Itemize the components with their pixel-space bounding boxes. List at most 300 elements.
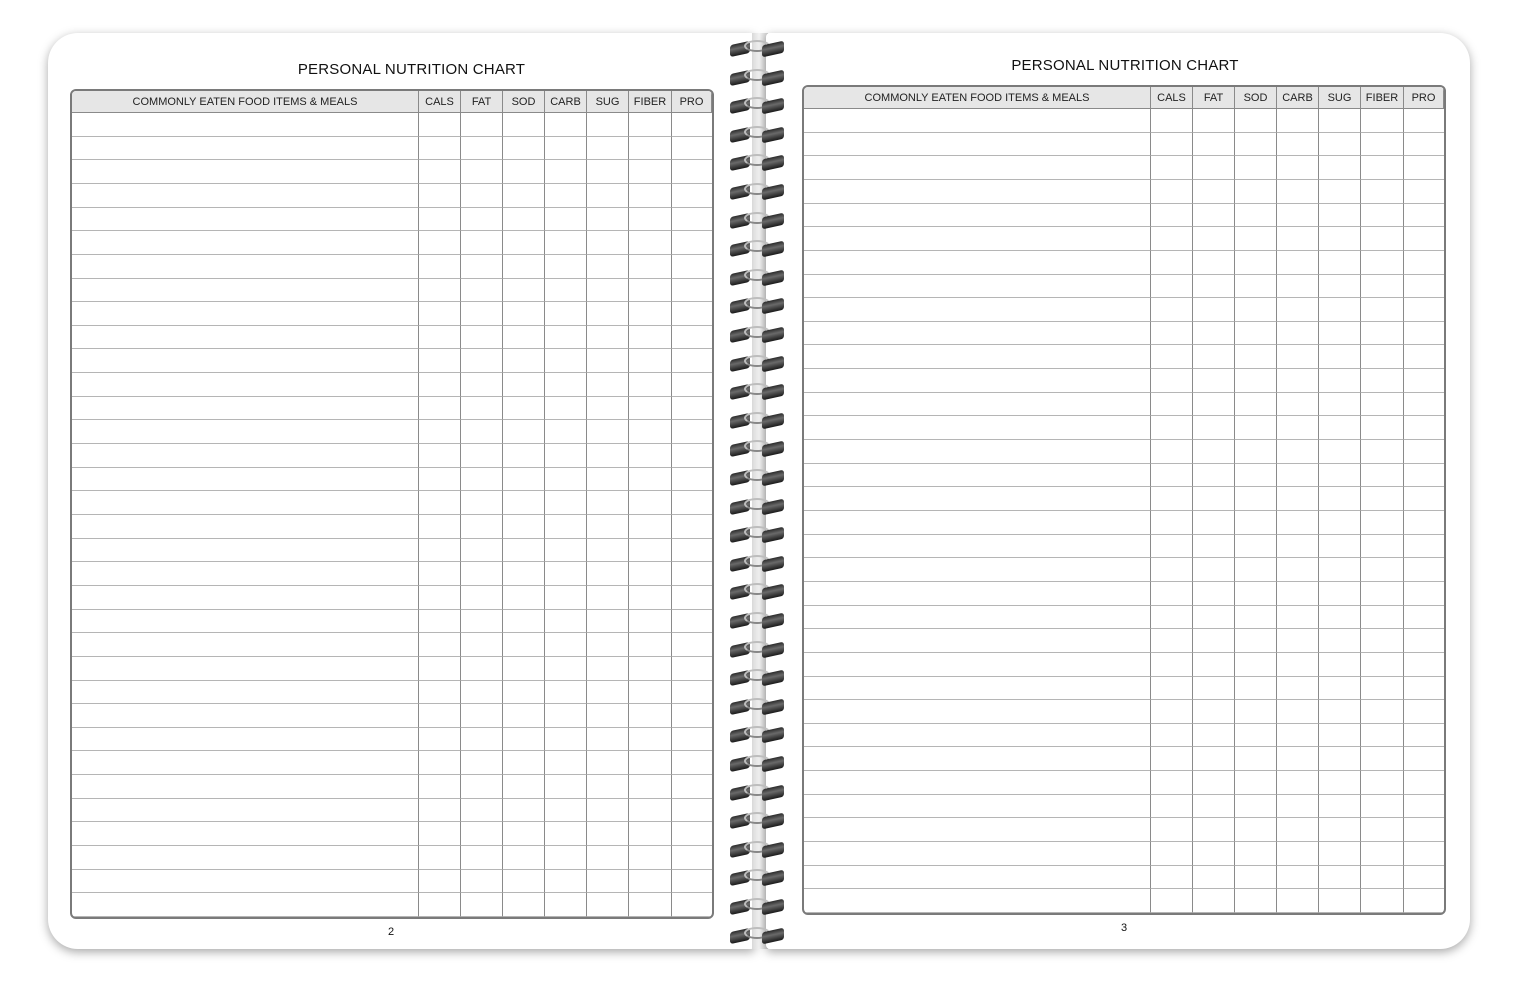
nutrient-entry-cell[interactable] [672, 444, 712, 468]
nutrient-entry-cell[interactable] [545, 775, 587, 799]
nutrient-entry-cell[interactable] [1235, 416, 1277, 440]
nutrient-entry-cell[interactable] [1193, 393, 1235, 417]
nutrient-entry-cell[interactable] [1277, 606, 1319, 630]
nutrient-entry-cell[interactable] [1193, 416, 1235, 440]
nutrient-entry-cell[interactable] [1319, 866, 1361, 890]
food-entry-cell[interactable] [804, 653, 1151, 677]
nutrient-entry-cell[interactable] [1277, 771, 1319, 795]
nutrient-entry-cell[interactable] [1193, 133, 1235, 157]
nutrient-entry-cell[interactable] [1319, 109, 1361, 133]
food-entry-cell[interactable] [804, 842, 1151, 866]
nutrient-entry-cell[interactable] [1235, 866, 1277, 890]
nutrient-entry-cell[interactable] [545, 799, 587, 823]
nutrient-entry-cell[interactable] [672, 562, 712, 586]
nutrient-entry-cell[interactable] [1319, 464, 1361, 488]
nutrient-entry-cell[interactable] [672, 586, 712, 610]
nutrient-entry-cell[interactable] [461, 515, 503, 539]
nutrient-entry-cell[interactable] [1319, 653, 1361, 677]
nutrient-entry-cell[interactable] [1319, 204, 1361, 228]
nutrient-entry-cell[interactable] [1361, 440, 1404, 464]
nutrient-entry-cell[interactable] [1404, 889, 1444, 913]
nutrient-entry-cell[interactable] [1193, 440, 1235, 464]
nutrient-entry-cell[interactable] [1235, 204, 1277, 228]
nutrient-entry-cell[interactable] [587, 302, 629, 326]
nutrient-entry-cell[interactable] [503, 255, 545, 279]
nutrient-entry-cell[interactable] [503, 349, 545, 373]
nutrient-entry-cell[interactable] [419, 775, 461, 799]
nutrient-entry-cell[interactable] [587, 657, 629, 681]
nutrient-entry-cell[interactable] [545, 491, 587, 515]
nutrient-entry-cell[interactable] [461, 539, 503, 563]
nutrient-entry-cell[interactable] [1361, 322, 1404, 346]
nutrient-entry-cell[interactable] [1193, 511, 1235, 535]
nutrient-entry-cell[interactable] [1319, 771, 1361, 795]
nutrient-entry-cell[interactable] [1404, 653, 1444, 677]
nutrient-entry-cell[interactable] [672, 822, 712, 846]
nutrient-entry-cell[interactable] [545, 728, 587, 752]
nutrient-entry-cell[interactable] [1404, 818, 1444, 842]
nutrient-entry-cell[interactable] [1193, 109, 1235, 133]
nutrient-entry-cell[interactable] [1235, 180, 1277, 204]
nutrient-entry-cell[interactable] [629, 681, 672, 705]
food-entry-cell[interactable] [72, 681, 419, 705]
nutrient-entry-cell[interactable] [629, 231, 672, 255]
nutrient-entry-cell[interactable] [1193, 818, 1235, 842]
food-entry-cell[interactable] [72, 846, 419, 870]
nutrient-entry-cell[interactable] [587, 704, 629, 728]
nutrient-entry-cell[interactable] [419, 349, 461, 373]
nutrient-entry-cell[interactable] [419, 515, 461, 539]
nutrient-entry-cell[interactable] [419, 728, 461, 752]
nutrient-entry-cell[interactable] [419, 231, 461, 255]
nutrient-entry-cell[interactable] [672, 231, 712, 255]
food-entry-cell[interactable] [72, 799, 419, 823]
nutrient-entry-cell[interactable] [672, 137, 712, 161]
food-entry-cell[interactable] [804, 109, 1151, 133]
nutrient-entry-cell[interactable] [1235, 227, 1277, 251]
nutrient-entry-cell[interactable] [1235, 558, 1277, 582]
nutrient-entry-cell[interactable] [1193, 345, 1235, 369]
nutrient-entry-cell[interactable] [1193, 204, 1235, 228]
nutrient-entry-cell[interactable] [629, 728, 672, 752]
nutrient-entry-cell[interactable] [629, 846, 672, 870]
nutrient-entry-cell[interactable] [629, 775, 672, 799]
nutrient-entry-cell[interactable] [629, 397, 672, 421]
nutrient-entry-cell[interactable] [503, 633, 545, 657]
nutrient-entry-cell[interactable] [1319, 677, 1361, 701]
nutrient-entry-cell[interactable] [1151, 322, 1193, 346]
nutrient-entry-cell[interactable] [419, 539, 461, 563]
food-entry-cell[interactable] [804, 677, 1151, 701]
food-entry-cell[interactable] [72, 610, 419, 634]
nutrient-entry-cell[interactable] [419, 397, 461, 421]
nutrient-entry-cell[interactable] [587, 279, 629, 303]
food-entry-cell[interactable] [804, 866, 1151, 890]
nutrient-entry-cell[interactable] [461, 728, 503, 752]
nutrient-entry-cell[interactable] [1361, 842, 1404, 866]
nutrient-entry-cell[interactable] [1404, 558, 1444, 582]
nutrient-entry-cell[interactable] [629, 633, 672, 657]
nutrient-entry-cell[interactable] [419, 444, 461, 468]
nutrient-entry-cell[interactable] [461, 775, 503, 799]
nutrient-entry-cell[interactable] [461, 751, 503, 775]
nutrient-entry-cell[interactable] [503, 751, 545, 775]
nutrient-entry-cell[interactable] [672, 255, 712, 279]
nutrient-entry-cell[interactable] [1319, 629, 1361, 653]
nutrient-entry-cell[interactable] [461, 302, 503, 326]
food-entry-cell[interactable] [72, 279, 419, 303]
nutrient-entry-cell[interactable] [672, 491, 712, 515]
nutrient-entry-cell[interactable] [1235, 747, 1277, 771]
nutrient-entry-cell[interactable] [629, 657, 672, 681]
nutrient-entry-cell[interactable] [1404, 842, 1444, 866]
nutrient-entry-cell[interactable] [545, 657, 587, 681]
nutrient-entry-cell[interactable] [1193, 771, 1235, 795]
nutrient-entry-cell[interactable] [419, 846, 461, 870]
nutrient-entry-cell[interactable] [672, 775, 712, 799]
nutrient-entry-cell[interactable] [587, 870, 629, 894]
nutrient-entry-cell[interactable] [672, 397, 712, 421]
nutrient-entry-cell[interactable] [461, 657, 503, 681]
food-entry-cell[interactable] [804, 889, 1151, 913]
nutrient-entry-cell[interactable] [1277, 180, 1319, 204]
nutrient-entry-cell[interactable] [419, 586, 461, 610]
nutrient-entry-cell[interactable] [461, 373, 503, 397]
nutrient-entry-cell[interactable] [545, 326, 587, 350]
nutrient-entry-cell[interactable] [1404, 156, 1444, 180]
nutrient-entry-cell[interactable] [461, 420, 503, 444]
nutrient-entry-cell[interactable] [1151, 133, 1193, 157]
nutrient-entry-cell[interactable] [1404, 677, 1444, 701]
nutrient-entry-cell[interactable] [672, 799, 712, 823]
nutrient-entry-cell[interactable] [419, 657, 461, 681]
food-entry-cell[interactable] [804, 487, 1151, 511]
nutrient-entry-cell[interactable] [1361, 298, 1404, 322]
nutrient-entry-cell[interactable] [1319, 393, 1361, 417]
nutrient-entry-cell[interactable] [672, 633, 712, 657]
nutrient-entry-cell[interactable] [545, 822, 587, 846]
nutrient-entry-cell[interactable] [587, 444, 629, 468]
nutrient-entry-cell[interactable] [419, 870, 461, 894]
nutrient-entry-cell[interactable] [587, 728, 629, 752]
food-entry-cell[interactable] [72, 160, 419, 184]
nutrient-entry-cell[interactable] [1404, 133, 1444, 157]
nutrient-entry-cell[interactable] [629, 562, 672, 586]
nutrient-entry-cell[interactable] [461, 397, 503, 421]
nutrient-entry-cell[interactable] [503, 231, 545, 255]
nutrient-entry-cell[interactable] [1361, 345, 1404, 369]
nutrient-entry-cell[interactable] [587, 539, 629, 563]
food-entry-cell[interactable] [72, 657, 419, 681]
nutrient-entry-cell[interactable] [587, 562, 629, 586]
nutrient-entry-cell[interactable] [1361, 653, 1404, 677]
nutrient-entry-cell[interactable] [1319, 180, 1361, 204]
nutrient-entry-cell[interactable] [1151, 464, 1193, 488]
nutrient-entry-cell[interactable] [629, 751, 672, 775]
nutrient-entry-cell[interactable] [461, 822, 503, 846]
nutrient-entry-cell[interactable] [672, 326, 712, 350]
nutrient-entry-cell[interactable] [1235, 889, 1277, 913]
nutrient-entry-cell[interactable] [1193, 724, 1235, 748]
nutrient-entry-cell[interactable] [503, 681, 545, 705]
nutrient-entry-cell[interactable] [1193, 866, 1235, 890]
nutrient-entry-cell[interactable] [461, 255, 503, 279]
nutrient-entry-cell[interactable] [587, 420, 629, 444]
nutrient-entry-cell[interactable] [503, 491, 545, 515]
nutrient-entry-cell[interactable] [629, 822, 672, 846]
nutrient-entry-cell[interactable] [503, 586, 545, 610]
nutrient-entry-cell[interactable] [1277, 251, 1319, 275]
nutrient-entry-cell[interactable] [1277, 109, 1319, 133]
nutrient-entry-cell[interactable] [1277, 842, 1319, 866]
nutrient-entry-cell[interactable] [587, 137, 629, 161]
nutrient-entry-cell[interactable] [1319, 535, 1361, 559]
nutrient-entry-cell[interactable] [629, 184, 672, 208]
nutrient-entry-cell[interactable] [587, 751, 629, 775]
nutrient-entry-cell[interactable] [545, 302, 587, 326]
nutrient-entry-cell[interactable] [672, 893, 712, 917]
nutrient-entry-cell[interactable] [1277, 724, 1319, 748]
nutrient-entry-cell[interactable] [1193, 629, 1235, 653]
nutrient-entry-cell[interactable] [1277, 818, 1319, 842]
nutrient-entry-cell[interactable] [629, 870, 672, 894]
nutrient-entry-cell[interactable] [587, 255, 629, 279]
nutrient-entry-cell[interactable] [1235, 606, 1277, 630]
nutrient-entry-cell[interactable] [672, 515, 712, 539]
nutrient-entry-cell[interactable] [1277, 464, 1319, 488]
nutrient-entry-cell[interactable] [672, 349, 712, 373]
nutrient-entry-cell[interactable] [1151, 771, 1193, 795]
nutrient-entry-cell[interactable] [1404, 251, 1444, 275]
nutrient-entry-cell[interactable] [461, 633, 503, 657]
nutrient-entry-cell[interactable] [1361, 535, 1404, 559]
food-entry-cell[interactable] [804, 369, 1151, 393]
nutrient-entry-cell[interactable] [629, 302, 672, 326]
nutrient-entry-cell[interactable] [1319, 440, 1361, 464]
nutrient-entry-cell[interactable] [419, 137, 461, 161]
nutrient-entry-cell[interactable] [1277, 345, 1319, 369]
nutrient-entry-cell[interactable] [1193, 677, 1235, 701]
nutrient-entry-cell[interactable] [503, 137, 545, 161]
nutrient-entry-cell[interactable] [587, 775, 629, 799]
nutrient-entry-cell[interactable] [419, 113, 461, 137]
nutrient-entry-cell[interactable] [1404, 747, 1444, 771]
nutrient-entry-cell[interactable] [1277, 582, 1319, 606]
nutrient-entry-cell[interactable] [419, 681, 461, 705]
nutrient-entry-cell[interactable] [461, 279, 503, 303]
nutrient-entry-cell[interactable] [1361, 109, 1404, 133]
nutrient-entry-cell[interactable] [1404, 487, 1444, 511]
nutrient-entry-cell[interactable] [629, 799, 672, 823]
food-entry-cell[interactable] [72, 208, 419, 232]
nutrient-entry-cell[interactable] [503, 184, 545, 208]
nutrient-entry-cell[interactable] [503, 846, 545, 870]
nutrient-entry-cell[interactable] [629, 373, 672, 397]
nutrient-entry-cell[interactable] [1404, 629, 1444, 653]
nutrient-entry-cell[interactable] [461, 208, 503, 232]
food-entry-cell[interactable] [72, 704, 419, 728]
nutrient-entry-cell[interactable] [1277, 204, 1319, 228]
nutrient-entry-cell[interactable] [1151, 535, 1193, 559]
food-entry-cell[interactable] [72, 751, 419, 775]
food-entry-cell[interactable] [72, 822, 419, 846]
nutrient-entry-cell[interactable] [1404, 724, 1444, 748]
nutrient-entry-cell[interactable] [419, 326, 461, 350]
nutrient-entry-cell[interactable] [545, 137, 587, 161]
nutrient-entry-cell[interactable] [1277, 747, 1319, 771]
nutrient-entry-cell[interactable] [672, 279, 712, 303]
nutrient-entry-cell[interactable] [1361, 487, 1404, 511]
food-entry-cell[interactable] [804, 700, 1151, 724]
nutrient-entry-cell[interactable] [1361, 606, 1404, 630]
nutrient-entry-cell[interactable] [545, 113, 587, 137]
nutrient-entry-cell[interactable] [1361, 724, 1404, 748]
nutrient-entry-cell[interactable] [419, 184, 461, 208]
nutrient-entry-cell[interactable] [419, 633, 461, 657]
nutrient-entry-cell[interactable] [1361, 204, 1404, 228]
nutrient-entry-cell[interactable] [629, 893, 672, 917]
food-entry-cell[interactable] [804, 818, 1151, 842]
food-entry-cell[interactable] [804, 393, 1151, 417]
nutrient-entry-cell[interactable] [1151, 416, 1193, 440]
food-entry-cell[interactable] [804, 156, 1151, 180]
nutrient-entry-cell[interactable] [1235, 298, 1277, 322]
nutrient-entry-cell[interactable] [1235, 653, 1277, 677]
nutrient-entry-cell[interactable] [1235, 487, 1277, 511]
nutrient-entry-cell[interactable] [1235, 464, 1277, 488]
nutrient-entry-cell[interactable] [1193, 298, 1235, 322]
nutrient-entry-cell[interactable] [587, 231, 629, 255]
nutrient-entry-cell[interactable] [419, 373, 461, 397]
nutrient-entry-cell[interactable] [587, 349, 629, 373]
nutrient-entry-cell[interactable] [1361, 677, 1404, 701]
nutrient-entry-cell[interactable] [1235, 771, 1277, 795]
nutrient-entry-cell[interactable] [1319, 156, 1361, 180]
nutrient-entry-cell[interactable] [419, 491, 461, 515]
food-entry-cell[interactable] [804, 629, 1151, 653]
nutrient-entry-cell[interactable] [1404, 795, 1444, 819]
nutrient-entry-cell[interactable] [629, 444, 672, 468]
nutrient-entry-cell[interactable] [1361, 275, 1404, 299]
nutrient-entry-cell[interactable] [1235, 535, 1277, 559]
food-entry-cell[interactable] [72, 302, 419, 326]
nutrient-entry-cell[interactable] [1151, 582, 1193, 606]
nutrient-entry-cell[interactable] [1277, 322, 1319, 346]
nutrient-entry-cell[interactable] [1361, 700, 1404, 724]
nutrient-entry-cell[interactable] [1404, 227, 1444, 251]
nutrient-entry-cell[interactable] [1404, 700, 1444, 724]
nutrient-entry-cell[interactable] [545, 420, 587, 444]
nutrient-entry-cell[interactable] [1319, 227, 1361, 251]
nutrient-entry-cell[interactable] [1193, 606, 1235, 630]
nutrient-entry-cell[interactable] [1235, 511, 1277, 535]
nutrient-entry-cell[interactable] [461, 326, 503, 350]
food-entry-cell[interactable] [72, 373, 419, 397]
nutrient-entry-cell[interactable] [1151, 629, 1193, 653]
nutrient-entry-cell[interactable] [587, 799, 629, 823]
food-entry-cell[interactable] [804, 251, 1151, 275]
nutrient-entry-cell[interactable] [1361, 464, 1404, 488]
nutrient-entry-cell[interactable] [461, 444, 503, 468]
nutrient-entry-cell[interactable] [1151, 747, 1193, 771]
nutrient-entry-cell[interactable] [1277, 227, 1319, 251]
nutrient-entry-cell[interactable] [503, 468, 545, 492]
nutrient-entry-cell[interactable] [1193, 180, 1235, 204]
nutrient-entry-cell[interactable] [1319, 889, 1361, 913]
nutrient-entry-cell[interactable] [1277, 133, 1319, 157]
nutrient-entry-cell[interactable] [1277, 275, 1319, 299]
nutrient-entry-cell[interactable] [587, 491, 629, 515]
nutrient-entry-cell[interactable] [672, 751, 712, 775]
nutrient-entry-cell[interactable] [672, 704, 712, 728]
food-entry-cell[interactable] [804, 227, 1151, 251]
nutrient-entry-cell[interactable] [503, 113, 545, 137]
nutrient-entry-cell[interactable] [629, 160, 672, 184]
food-entry-cell[interactable] [72, 728, 419, 752]
nutrient-entry-cell[interactable] [1151, 180, 1193, 204]
nutrient-entry-cell[interactable] [1235, 156, 1277, 180]
nutrient-entry-cell[interactable] [545, 184, 587, 208]
nutrient-entry-cell[interactable] [503, 775, 545, 799]
nutrient-entry-cell[interactable] [1404, 582, 1444, 606]
food-entry-cell[interactable] [72, 444, 419, 468]
nutrient-entry-cell[interactable] [1404, 298, 1444, 322]
nutrient-entry-cell[interactable] [419, 420, 461, 444]
nutrient-entry-cell[interactable] [1361, 771, 1404, 795]
food-entry-cell[interactable] [804, 511, 1151, 535]
nutrient-entry-cell[interactable] [1235, 440, 1277, 464]
nutrient-entry-cell[interactable] [503, 326, 545, 350]
nutrient-entry-cell[interactable] [503, 610, 545, 634]
food-entry-cell[interactable] [72, 184, 419, 208]
nutrient-entry-cell[interactable] [587, 586, 629, 610]
nutrient-entry-cell[interactable] [1151, 156, 1193, 180]
nutrient-entry-cell[interactable] [545, 444, 587, 468]
nutrient-entry-cell[interactable] [587, 326, 629, 350]
food-entry-cell[interactable] [72, 775, 419, 799]
nutrient-entry-cell[interactable] [1404, 606, 1444, 630]
food-entry-cell[interactable] [72, 397, 419, 421]
food-entry-cell[interactable] [804, 298, 1151, 322]
nutrient-entry-cell[interactable] [1361, 227, 1404, 251]
nutrient-entry-cell[interactable] [672, 468, 712, 492]
nutrient-entry-cell[interactable] [1277, 298, 1319, 322]
nutrient-entry-cell[interactable] [1319, 298, 1361, 322]
nutrient-entry-cell[interactable] [419, 160, 461, 184]
nutrient-entry-cell[interactable] [672, 302, 712, 326]
nutrient-entry-cell[interactable] [1193, 700, 1235, 724]
nutrient-entry-cell[interactable] [1319, 416, 1361, 440]
nutrient-entry-cell[interactable] [1277, 558, 1319, 582]
nutrient-entry-cell[interactable] [419, 893, 461, 917]
nutrient-entry-cell[interactable] [1361, 251, 1404, 275]
nutrient-entry-cell[interactable] [1277, 440, 1319, 464]
nutrient-entry-cell[interactable] [1151, 889, 1193, 913]
nutrient-entry-cell[interactable] [1361, 511, 1404, 535]
nutrient-entry-cell[interactable] [419, 468, 461, 492]
nutrient-entry-cell[interactable] [545, 255, 587, 279]
nutrient-entry-cell[interactable] [1277, 156, 1319, 180]
nutrient-entry-cell[interactable] [1151, 440, 1193, 464]
nutrient-entry-cell[interactable] [629, 468, 672, 492]
nutrient-entry-cell[interactable] [545, 870, 587, 894]
nutrient-entry-cell[interactable] [1319, 487, 1361, 511]
food-entry-cell[interactable] [804, 724, 1151, 748]
food-entry-cell[interactable] [72, 231, 419, 255]
food-entry-cell[interactable] [72, 420, 419, 444]
nutrient-entry-cell[interactable] [1193, 322, 1235, 346]
nutrient-entry-cell[interactable] [1277, 866, 1319, 890]
